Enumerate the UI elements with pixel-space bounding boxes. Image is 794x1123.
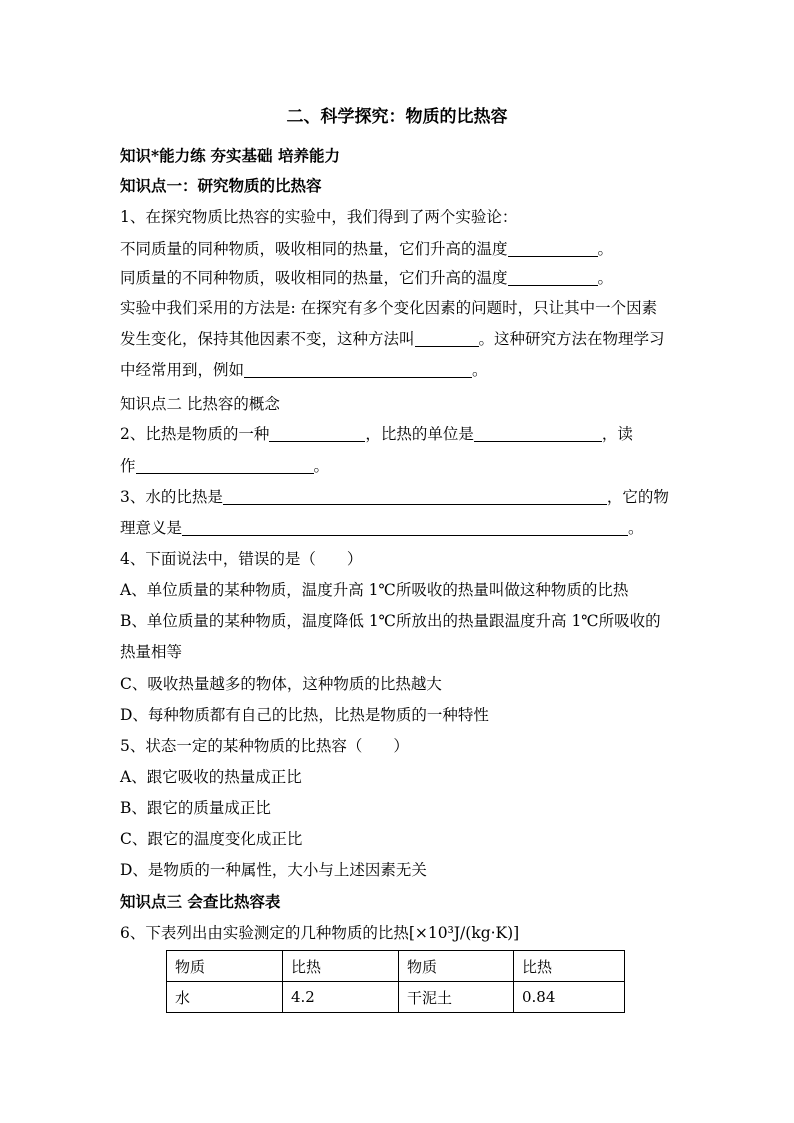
q4-option-c[interactable]: C、吸收热量越多的物体，这种物质的比热越大	[120, 675, 442, 693]
q6-stem: 6、下表列出由实验测定的几种物质的比热[×10³J/(kg·K)]	[120, 924, 520, 942]
section-header-bold: 知识*能力练	[120, 146, 206, 165]
q3-part-a: 3、水的比热是	[120, 488, 223, 506]
q1-method-2a: 发生变化，保持其他因素不变，这种方法叫	[120, 330, 415, 348]
q2-line-2	[120, 456, 329, 476]
q1-line-b	[120, 268, 613, 288]
q2-part-a: 2、比热是物质的一种	[120, 425, 270, 443]
table-header-row	[167, 951, 625, 982]
q1-method-3a: 中经常用到，例如	[120, 361, 245, 379]
q1-stem: 1、在探究物质比热容的实验中，我们得到了两个实验论：	[120, 208, 518, 226]
q4-stem: 4、下面说法中，错误的是（ ）	[120, 550, 363, 568]
q2-part-d: 作	[120, 457, 136, 475]
answer-blank[interactable]	[415, 330, 479, 347]
q4-option-d[interactable]: D、每种物质都有自己的比热，比热是物质的一种特性	[120, 706, 489, 724]
q5-option-a[interactable]: A、跟它吸收的热量成正比	[120, 768, 302, 786]
answer-blank[interactable]	[474, 425, 602, 442]
section-header-rest: 夯实基础 培养能力	[210, 146, 340, 165]
q1-line-b-text: 同质量的不同种物质，吸收相同的热量，它们升高的温度	[120, 269, 508, 287]
q4-option-b-line-1[interactable]: B、单位质量的某种物质，温度降低 1℃所放出的热量跟温度升高 1℃所吸收的	[120, 612, 661, 630]
q4-option-a[interactable]: A、单位质量的某种物质，温度升高 1℃所吸收的热量叫做这种物质的比热	[120, 581, 629, 599]
q1-method-line-1: 实验中我们采用的方法是: 在探究有多个变化因素的问题时，只让其中一个因素	[120, 299, 658, 317]
table-header-cell: 物质	[399, 951, 514, 982]
answer-blank[interactable]	[136, 457, 314, 474]
q5-option-b[interactable]: B、跟它的质量成正比	[120, 799, 271, 817]
q2-part-b: ，比热的单位是	[365, 425, 474, 443]
page-title: 二、科学探究：物质的比热容	[286, 107, 508, 127]
answer-blank[interactable]	[508, 240, 598, 257]
q5-option-d[interactable]: D、是物质的一种属性，大小与上述因素无关	[120, 861, 427, 879]
table-header-cell: 比热	[283, 951, 399, 982]
q1-method-2b: 。这种研究方法在物理学习	[478, 330, 665, 348]
q1-method-3-end: 。	[472, 361, 488, 379]
knowledge-point-1: 知识点一：研究物质的比热容	[120, 176, 322, 195]
table-row	[167, 982, 625, 1013]
q3-part-c: 理意义是	[120, 519, 183, 537]
q2-part-c: ，读	[601, 425, 633, 443]
q1-line-b-end: 。	[597, 269, 614, 287]
q3-line-2	[120, 518, 644, 538]
q3-end: 。	[628, 519, 644, 537]
q1-line-a-end: 。	[597, 240, 614, 258]
q1-method-line-3	[120, 360, 488, 380]
section-header	[120, 146, 340, 166]
answer-blank[interactable]	[508, 269, 598, 286]
knowledge-point-2: 知识点二 比热容的概念	[120, 395, 280, 413]
q3-part-b: ，它的物	[606, 488, 669, 506]
q5-stem: 5、状态一定的某种物质的比热容（ ）	[120, 737, 409, 755]
q1-line-a-text: 不同质量的同种物质，吸收相同的热量，它们升高的温度	[120, 240, 508, 258]
q2-line-1	[120, 424, 633, 444]
table-header-cell: 比热	[514, 951, 625, 982]
specific-heat-table	[166, 950, 625, 1013]
table-cell: 干泥土	[399, 982, 514, 1013]
q5-option-c[interactable]: C、跟它的温度变化成正比	[120, 830, 303, 848]
table-cell: 水	[167, 982, 283, 1013]
answer-blank[interactable]	[269, 425, 365, 442]
table-cell: 4.2	[283, 982, 399, 1013]
answer-blank[interactable]	[244, 361, 472, 378]
q1-method-line-2	[120, 329, 665, 349]
q2-end: 。	[313, 457, 330, 475]
knowledge-point-3: 知识点三 会查比热容表	[120, 892, 281, 911]
table-cell: 0.84	[514, 982, 625, 1013]
q1-line-a	[120, 239, 613, 259]
answer-blank[interactable]	[223, 488, 607, 505]
q4-option-b-line-2: 热量相等	[120, 643, 183, 661]
answer-blank[interactable]	[182, 519, 628, 536]
table-header-cell: 物质	[167, 951, 283, 982]
q3-line-1	[120, 487, 669, 507]
